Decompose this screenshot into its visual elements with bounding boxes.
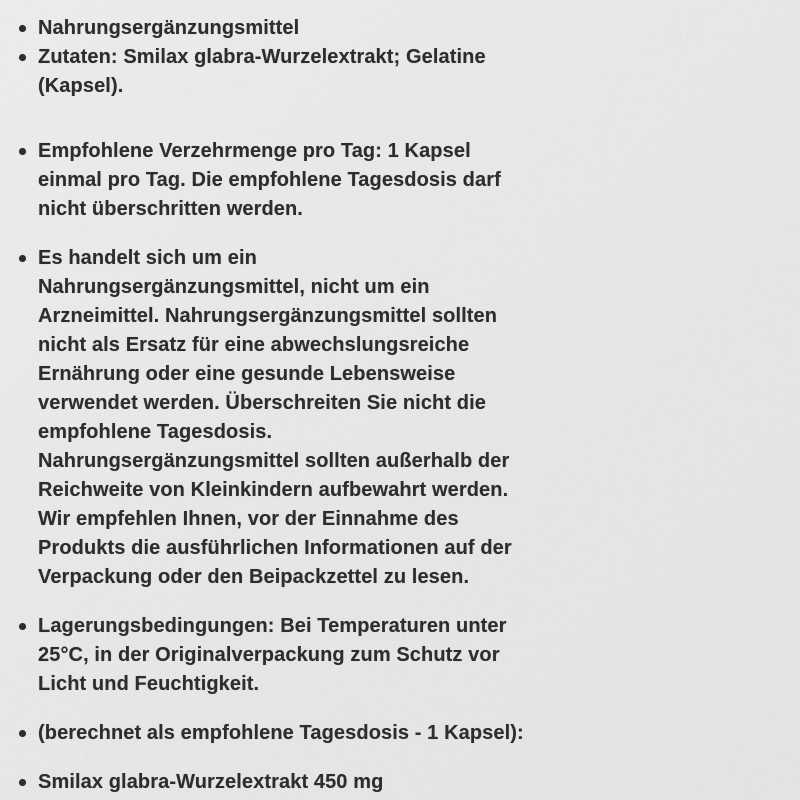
bullet-icon xyxy=(19,148,26,155)
bullet-item-storage xyxy=(16,612,616,699)
bullet-icon xyxy=(19,779,26,786)
bullet-item-text: (berechnet als empfohlene Tagesdosis - 1 Kapsel): xyxy=(38,722,524,744)
bullet-icon xyxy=(19,255,26,262)
bullet-item-daily-dose-note xyxy=(16,719,616,748)
bullet-item-text: Empfohlene Verzehrmenge pro Tag: 1 Kapsel einmal pro Tag. Die empfohlene Tagesdosis darf nicht überschritten werden. xyxy=(38,140,501,220)
bullet-item-dosage xyxy=(16,137,616,224)
bullet-icon xyxy=(19,54,26,61)
bullet-item-text: Es handelt sich um ein Nahrungsergänzungsmittel, nicht um ein Arzneimittel. Nahrungsergänzungsmittel sollten nicht als Ersatz für eine abwechslungsreiche Ernährung oder eine gesunde Lebensweise verwendet werden. Überschreiten Sie nicht die empfohlene Tagesdosis. Nahrungsergänzungsmittel sollten außerhalb der Reichweite von Kleinkindern aufbewahrt werden. Wir empfehlen Ihnen, vor der Einnahme des Produkts die ausführlichen Informationen auf der Verpackung oder den Beipackzettel zu lesen. xyxy=(38,247,512,588)
bullet-item-product-type xyxy=(16,14,616,43)
bullet-icon xyxy=(19,623,26,630)
bullet-icon xyxy=(19,730,26,737)
bullet-item-text: Nahrungsergänzungsmittel xyxy=(38,17,300,39)
bullet-item-extract-amount xyxy=(16,768,616,797)
supplement-info-sheet xyxy=(16,14,616,797)
bullet-item-text: Zutaten: Smilax glabra-Wurzelextrakt; Gelatine (Kapsel). xyxy=(38,46,486,97)
bullet-item-disclaimer xyxy=(16,244,616,592)
bullet-icon xyxy=(19,25,26,32)
bullet-item-text: Lagerungsbedingungen: Bei Temperaturen unter 25°C, in der Originalverpackung zum Schutz vor Licht und Feuchtigkeit. xyxy=(38,615,507,695)
bullet-item-ingredients xyxy=(16,43,616,101)
bullet-item-text: Smilax glabra-Wurzelextrakt 450 mg xyxy=(38,771,384,793)
